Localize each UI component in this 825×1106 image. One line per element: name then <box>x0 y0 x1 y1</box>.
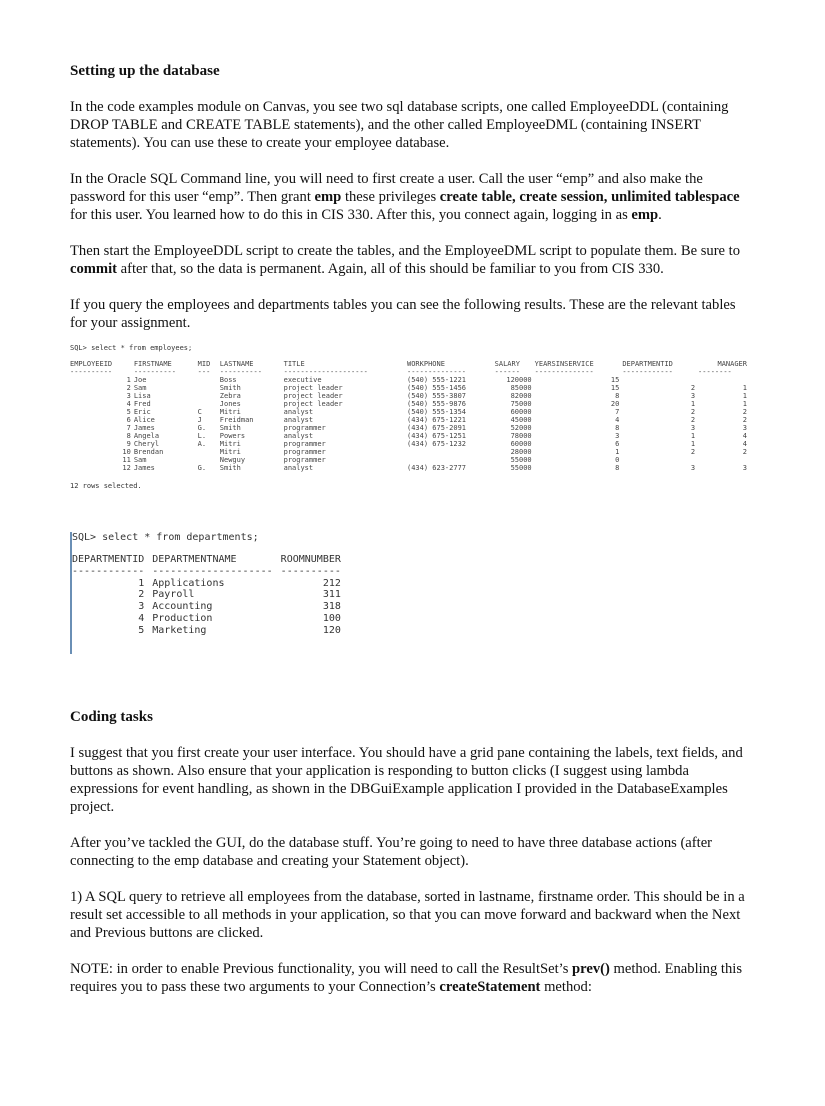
table-cell: programmer <box>283 424 326 432</box>
table-cell: 1 <box>742 384 747 392</box>
table-cell: Angela <box>133 432 160 440</box>
section-heading-coding: Coding tasks <box>70 709 153 725</box>
table-cell: project leader <box>283 392 343 400</box>
employees-column-header: FIRSTNAME <box>133 360 172 368</box>
table-cell: A. <box>197 440 207 448</box>
paragraph-sql-query: 1) A SQL query to retrieve all employees from the database, sorted in lastname, firstname order. This should be in a result set accessible to all methods in your application, so that you can move forward and backward when the Next and Previous buttons are clicked. <box>70 889 745 941</box>
departments-query-output <box>70 532 750 654</box>
table-cell <box>622 376 698 384</box>
table-cell: 120 <box>322 624 341 636</box>
table-cell: executive <box>283 376 322 384</box>
separator-dashes: -------------- <box>407 368 467 376</box>
table-cell: 20 <box>610 400 620 408</box>
table-cell: 5 <box>138 624 145 636</box>
table-cell: Alice <box>133 416 155 424</box>
table-cell <box>198 392 220 400</box>
table-cell: 8 <box>615 464 620 472</box>
table-cell: Sam <box>133 456 147 464</box>
table-cell: (540) 555-1456 <box>407 384 467 392</box>
table-cell: Newguy <box>219 456 246 464</box>
table-cell: 12 <box>122 464 131 472</box>
table-row <box>70 464 750 472</box>
employees-table <box>70 360 750 472</box>
table-cell: G. <box>197 424 207 432</box>
table-cell: project leader <box>283 384 343 392</box>
table-row <box>72 578 349 590</box>
table-cell: 8 <box>615 392 620 400</box>
table-cell: Marketing <box>152 624 207 636</box>
departments-table <box>72 554 349 637</box>
table-cell: 2 <box>138 589 145 601</box>
table-cell: 311 <box>322 589 341 601</box>
table-cell: 120000 <box>506 376 532 384</box>
table-cell: 3 <box>690 424 696 432</box>
table-cell: 15 <box>610 376 620 384</box>
table-cell: 10 <box>122 448 131 456</box>
employees-column-header: LASTNAME <box>219 360 254 368</box>
table-cell: 52000 <box>510 424 532 432</box>
table-cell: Mitri <box>219 448 241 456</box>
departments-column-header: ROOMNUMBER <box>280 554 341 565</box>
table-cell: 4 <box>126 400 131 408</box>
employees-separator-row <box>70 368 750 376</box>
separator-dashes: --- <box>197 368 211 376</box>
table-cell: 4 <box>138 612 145 624</box>
table-cell: 2 <box>690 416 696 424</box>
table-cell: analyst <box>283 464 314 472</box>
employees-column-header: SALARY <box>494 360 520 368</box>
table-cell: 1 <box>690 400 696 408</box>
table-cell: Cheryl <box>133 440 160 448</box>
table-cell <box>198 384 220 392</box>
table-cell: 318 <box>322 601 341 613</box>
table-cell: 3 <box>138 601 145 613</box>
table-cell: (434) 623-2777 <box>407 464 467 472</box>
table-cell: (540) 555-9876 <box>407 400 467 408</box>
employees-column-header: DEPARTMENTID <box>622 360 673 368</box>
employees-column-header: MANAGER <box>717 360 747 368</box>
separator-dashes: ---------- <box>280 565 341 577</box>
table-row <box>70 376 750 384</box>
employees-column-header: YEARSINSERVICE <box>534 360 594 368</box>
table-cell: 3 <box>742 464 747 472</box>
table-cell: 2 <box>690 408 696 416</box>
paragraph-query-results: If you query the employees and departments tables you can see the following results. These are the relevant tables for your assignment. <box>70 297 736 331</box>
table-cell: analyst <box>283 432 314 440</box>
table-cell: Fred <box>133 400 151 408</box>
separator-dashes: ---------- <box>219 368 262 376</box>
employees-column-header: WORKPHONE <box>407 360 445 368</box>
departments-header-row <box>72 554 349 566</box>
table-cell: Smith <box>219 384 241 392</box>
table-cell: James <box>133 424 155 432</box>
table-cell: 4 <box>742 432 747 440</box>
table-row <box>70 416 750 424</box>
separator-dashes: ------------ <box>622 368 673 376</box>
table-row <box>70 456 750 464</box>
table-cell: Sam <box>133 384 147 392</box>
table-cell: Jones <box>219 400 241 408</box>
table-cell: 3 <box>742 424 747 432</box>
table-cell: 1 <box>742 392 747 400</box>
table-cell: (434) 675-1232 <box>407 440 467 448</box>
table-cell: Mitri <box>219 408 241 416</box>
table-cell: 2 <box>126 384 131 392</box>
separator-dashes: ---------- <box>70 368 113 376</box>
table-cell: 85000 <box>510 384 532 392</box>
section-heading-setup: Setting up the database <box>70 63 220 79</box>
table-cell <box>698 376 750 384</box>
table-cell: 55000 <box>510 464 532 472</box>
table-cell <box>698 456 750 464</box>
table-cell: 2 <box>742 416 747 424</box>
table-cell: 75000 <box>510 400 532 408</box>
paragraph-note: NOTE: in order to enable Previous functionality, you will need to call the ResultSet’s prev() method. Enabling this requires you to pass these two arguments to your Connection’s createStatement method: <box>70 961 743 995</box>
table-cell: 3 <box>690 464 696 472</box>
table-cell: Boss <box>219 376 237 384</box>
employees-column-header: TITLE <box>283 360 305 368</box>
table-cell: analyst <box>283 416 314 424</box>
table-cell: 3 <box>126 392 131 400</box>
departments-separator-row <box>72 566 349 578</box>
table-row <box>70 424 750 432</box>
separator-dashes: ---------- <box>133 368 176 376</box>
table-cell: 9 <box>126 440 131 448</box>
paragraph-create-user: In the Oracle SQL Command line, you will need to first create a user. Call the user “emp” and also make the password for this user “emp”. Then grant emp these privileges create table, create session, unlimited tablespace for this user. You learned how to do this in CIS 330. After this, you connect again, logging in as emp. <box>70 171 740 223</box>
table-cell: Powers <box>219 432 246 440</box>
table-cell: Smith <box>219 424 241 432</box>
table-row <box>72 613 349 625</box>
table-cell: 5 <box>126 408 131 416</box>
table-cell: programmer <box>283 440 326 448</box>
table-cell: Production <box>152 612 213 624</box>
separator-dashes: ------------ <box>72 565 145 577</box>
table-cell: Freidman <box>219 416 254 424</box>
table-cell: 82000 <box>510 392 532 400</box>
table-cell: programmer <box>283 448 326 456</box>
table-cell: James <box>133 464 155 472</box>
paragraph-ui: I suggest that you first create your user interface. You should have a grid pane containing the labels, text fields, and buttons as shown. Also ensure that your application is responding to button clicks (I suggest using lambda expressions for event handling, as shown in the DBGuiExample application I provided in the DatabaseExamples project. <box>70 745 743 815</box>
table-cell: (434) 675-2091 <box>407 424 467 432</box>
paragraph-database-actions: After you’ve tackled the GUI, do the database stuff. You’re going to need to have three database actions (after connecting to the emp database and creating your Statement object). <box>70 835 713 869</box>
employees-column-header: MID <box>197 360 211 368</box>
departments-frame <box>70 532 372 654</box>
table-cell: G. <box>197 464 207 472</box>
table-cell: (540) 555-3807 <box>407 392 467 400</box>
table-cell: 60000 <box>510 408 532 416</box>
table-cell: 6 <box>615 440 620 448</box>
table-cell <box>198 400 220 408</box>
table-row <box>70 400 750 408</box>
employees-header-row <box>70 360 750 368</box>
table-cell: 28000 <box>510 448 532 456</box>
table-cell: Smith <box>219 464 241 472</box>
table-cell: Joe <box>133 376 147 384</box>
table-cell: programmer <box>283 456 326 464</box>
table-cell: C <box>197 408 202 416</box>
table-cell: Mitri <box>219 440 241 448</box>
table-cell: (540) 555-1221 <box>407 376 467 384</box>
departments-sql-command: SQL> select * from departments; <box>72 532 259 543</box>
separator-dashes: -------- <box>698 368 732 376</box>
table-cell: Applications <box>152 577 225 589</box>
table-cell <box>198 376 220 384</box>
table-cell <box>622 456 698 464</box>
table-cell: Eric <box>133 408 151 416</box>
table-cell: 8 <box>126 432 131 440</box>
table-cell: 2 <box>742 408 747 416</box>
table-cell: 45000 <box>510 416 532 424</box>
table-row <box>70 432 750 440</box>
paragraph-run-scripts: Then start the EmployeeDDL script to create the tables, and the EmployeeDML script to populate them. Be sure to commit after that, so the data is permanent. Again, all of this should be familiar to you from CIS 330. <box>70 243 741 277</box>
table-cell: 0 <box>615 456 620 464</box>
table-row <box>70 384 750 392</box>
table-cell: 8 <box>615 424 620 432</box>
separator-dashes: -------------- <box>534 368 594 376</box>
table-row <box>70 448 750 456</box>
table-cell: 1 <box>138 577 145 589</box>
table-cell: (434) 675-1251 <box>407 432 467 440</box>
table-cell: (540) 555-1354 <box>407 408 467 416</box>
table-row <box>70 440 750 448</box>
table-cell: J <box>197 416 202 424</box>
employees-query-output <box>70 344 750 514</box>
table-cell: 60000 <box>510 440 532 448</box>
table-cell: analyst <box>283 408 314 416</box>
table-cell: 1 <box>690 440 696 448</box>
table-cell: 1 <box>690 432 696 440</box>
table-cell: 2 <box>742 448 747 456</box>
table-cell: 78000 <box>510 432 532 440</box>
separator-dashes: ------ <box>494 368 520 376</box>
table-cell: 55000 <box>510 456 532 464</box>
table-cell: Zebra <box>219 392 241 400</box>
table-cell: Brendan <box>133 448 164 456</box>
document-body <box>70 62 750 996</box>
separator-dashes: -------------------- <box>152 565 273 577</box>
table-cell <box>198 456 220 464</box>
paragraph-scripts: In the code examples module on Canvas, you see two sql database scripts, one called EmployeeDDL (containing DROP TABLE and CREATE TABLE statements), and the other called EmployeeDML (containing INSERT statements). You can use these to create your employee database. <box>70 99 729 151</box>
table-cell: Payroll <box>152 589 195 601</box>
table-row <box>72 601 349 613</box>
table-cell: 100 <box>322 612 341 624</box>
table-row <box>70 392 750 400</box>
table-cell: 3 <box>615 432 620 440</box>
table-cell: Lisa <box>133 392 151 400</box>
separator-dashes: -------------------- <box>283 368 368 376</box>
table-cell: 15 <box>610 384 620 392</box>
departments-column-header: DEPARTMENTNAME <box>152 554 237 565</box>
table-cell: 2 <box>690 448 696 456</box>
table-cell: L. <box>197 432 207 440</box>
table-cell: 4 <box>615 416 620 424</box>
table-cell: 1 <box>126 376 131 384</box>
table-cell: 3 <box>690 392 696 400</box>
employees-sql-command: SQL> select * from employees; <box>70 344 193 352</box>
table-cell: Accounting <box>152 601 213 613</box>
employees-column-header: EMPLOYEEID <box>70 360 113 368</box>
table-cell: (434) 675-1221 <box>407 416 467 424</box>
table-cell <box>407 456 495 464</box>
table-cell: 7 <box>615 408 620 416</box>
table-cell <box>198 448 220 456</box>
table-cell: 11 <box>122 456 131 464</box>
table-cell: 212 <box>322 577 341 589</box>
table-cell: 2 <box>690 384 696 392</box>
table-cell: 1 <box>615 448 620 456</box>
table-row <box>72 589 349 601</box>
table-cell <box>407 448 495 456</box>
table-cell: project leader <box>283 400 343 408</box>
rows-selected-footer: 12 rows selected. <box>70 482 142 490</box>
table-row <box>72 625 349 637</box>
table-cell: 1 <box>742 400 747 408</box>
table-cell: 6 <box>126 416 131 424</box>
table-cell: 4 <box>742 440 747 448</box>
table-row <box>70 408 750 416</box>
departments-column-header: DEPARTMENTID <box>72 554 145 565</box>
table-cell: 7 <box>126 424 131 432</box>
